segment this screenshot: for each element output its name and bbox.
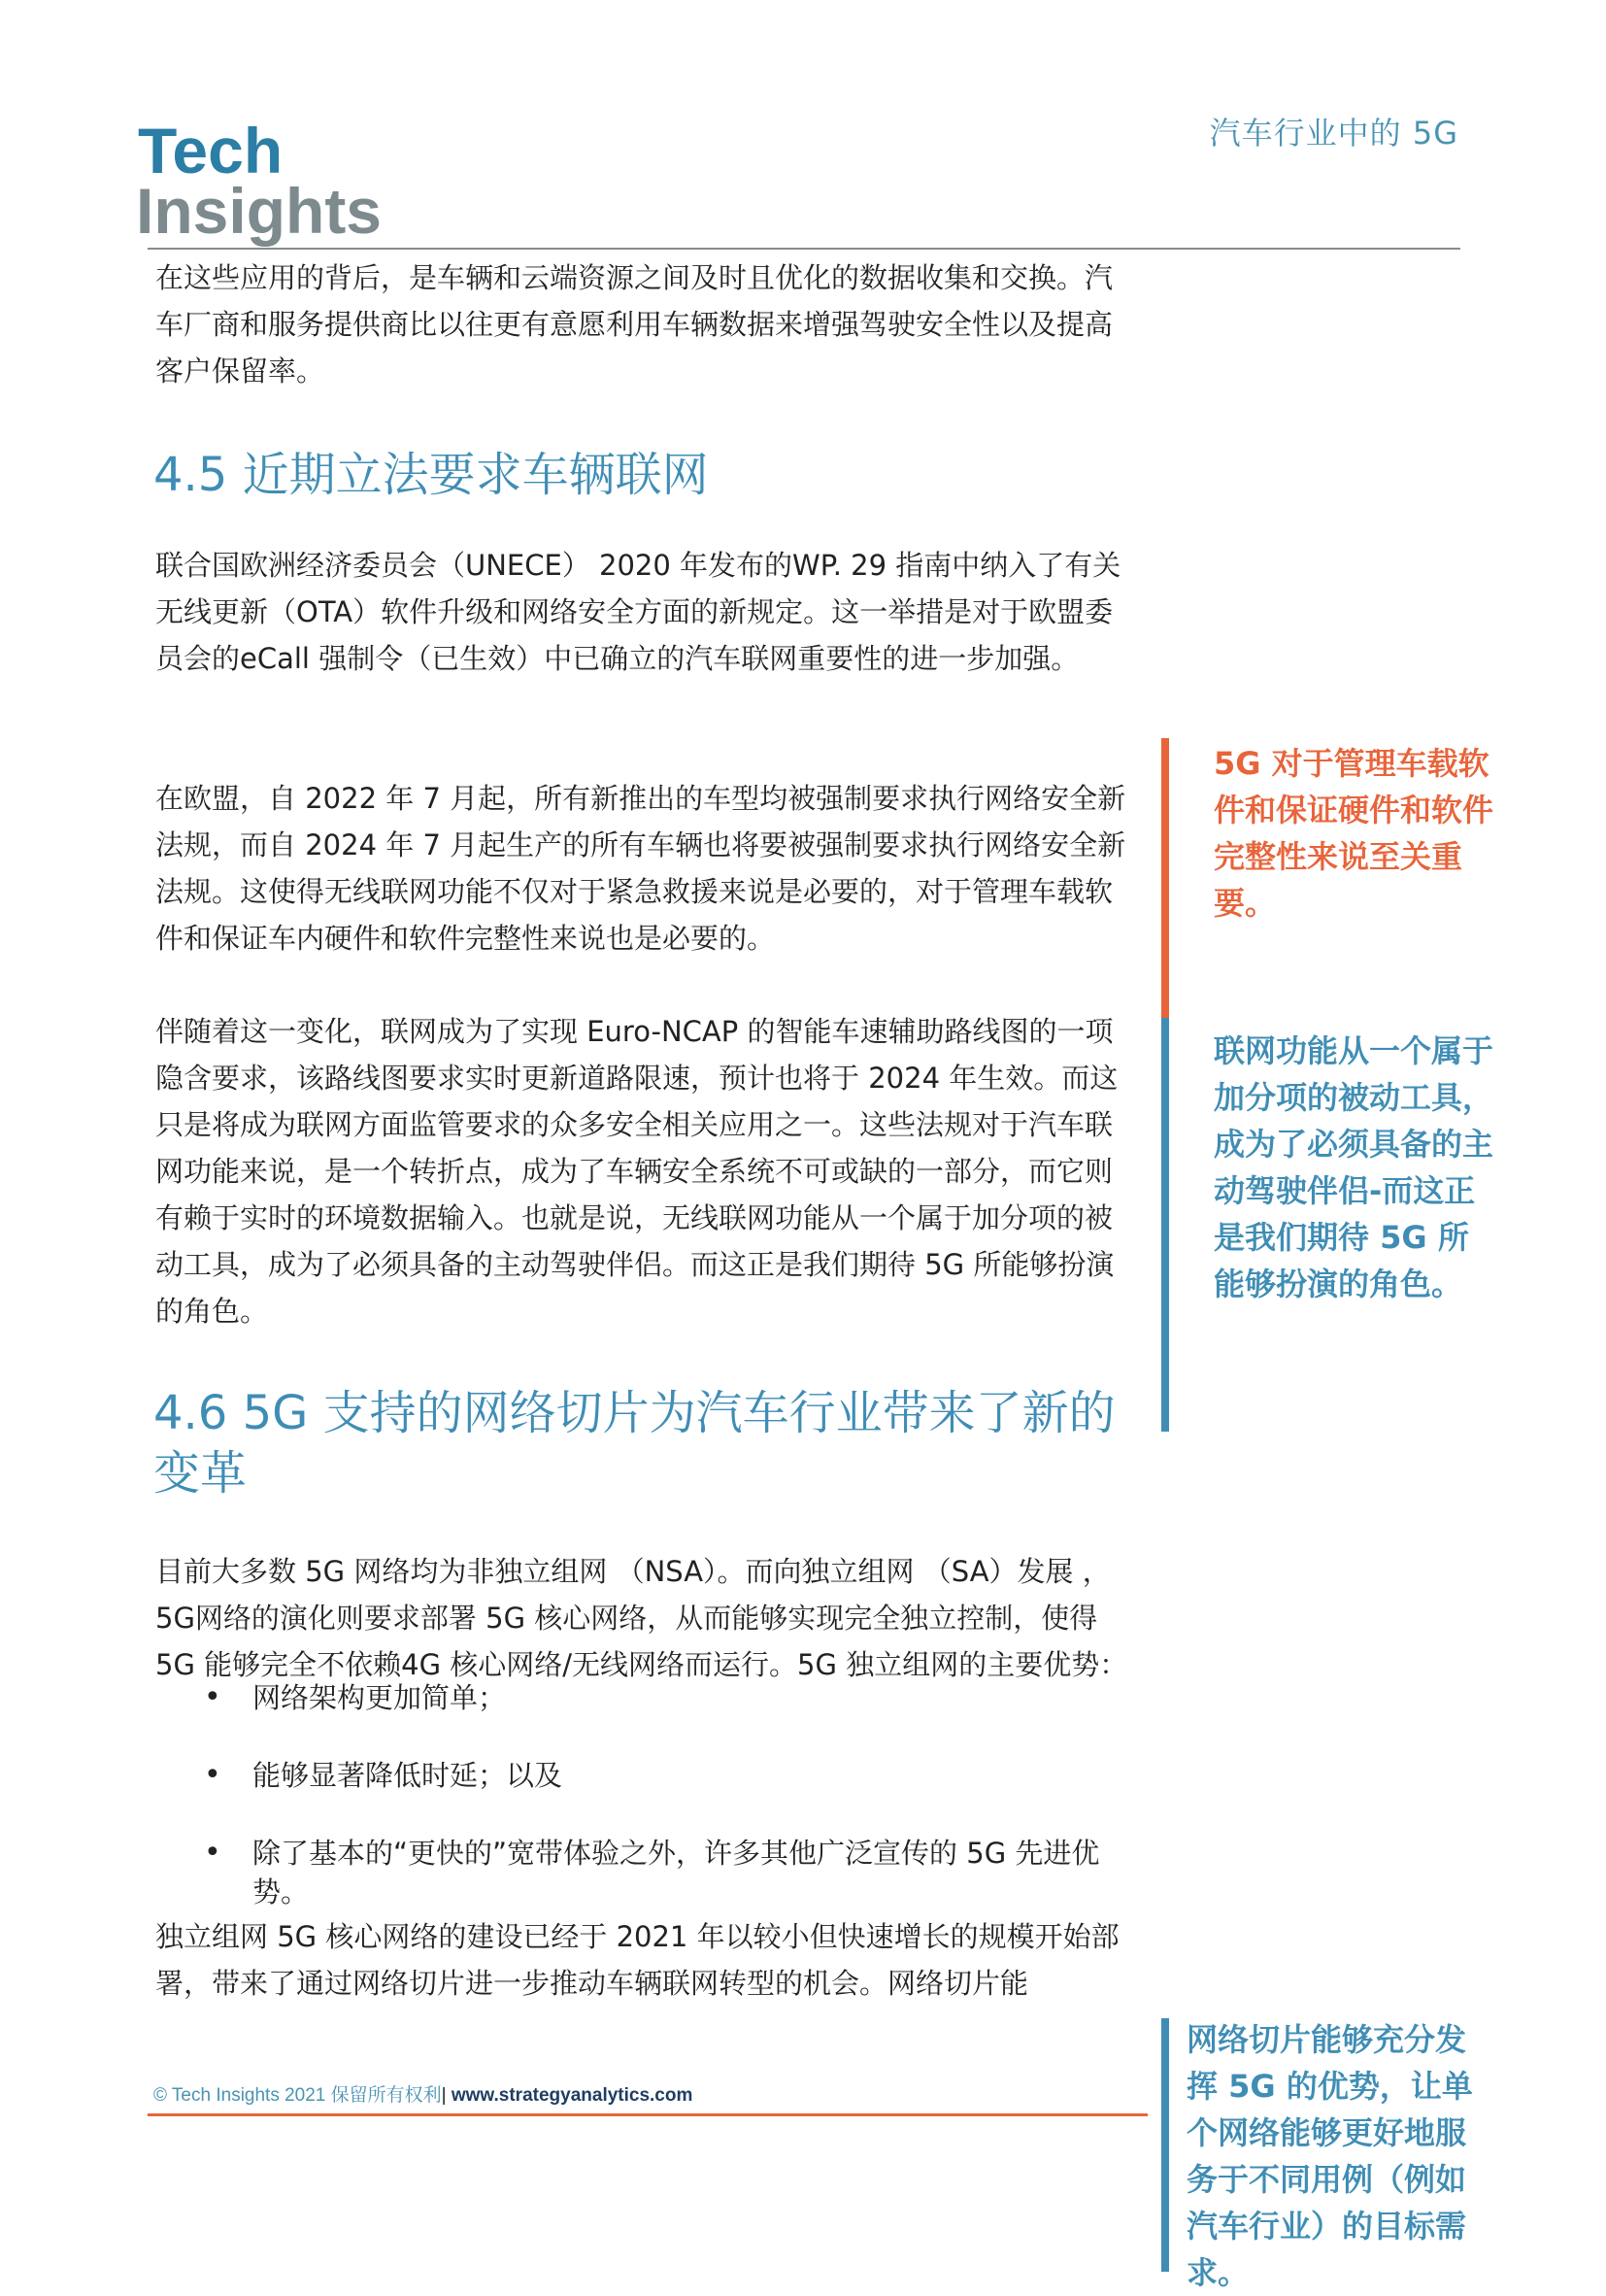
section-4-6-paragraph-1: 目前大多数 5G 网络均为非独立组网 （NSA）。而向独立组网 （SA）发展 ，5G网络的演化则要求部署 5G 核心网络，从而能够实现完全独立控制，使得 5G 能够完全不依赖4G 核心网络/无线网络而运行。5G 独立组网的主要优势： — [155, 1555, 1128, 1681]
list-item: • 能够显著降低时延；以及 — [155, 1756, 1126, 1795]
list-item: • 网络架构更加简单； — [155, 1678, 1126, 1717]
section-4-6-paragraph-2: 独立组网 5G 核心网络的建设已经于 2021 年以较小但快速增长的规模开始部署，带来了通过网络切片进一步推动车辆联网转型的机会。网络切片能 — [155, 1920, 1120, 2000]
header-title: 汽车行业中的 5G — [1209, 115, 1458, 152]
list-item: • 除了基本的“更快的”宽带体验之外，许多其他广泛宣传的 5G 先进优势。 — [155, 1834, 1126, 1911]
footer — [153, 2080, 692, 2107]
callout-software-integrity: 5G 对于管理车载软件和保证硬件和软件完整性来说至关重要。 — [1214, 745, 1494, 922]
section-heading-4-5: 4.5 近期立法要求车辆联网 — [153, 448, 709, 502]
section-4-5-paragraph-3: 伴随着这一变化，联网成为了实现 Euro-NCAP 的智能车速辅助路线图的一项隐含要求，该路线图要求实时更新道路限速，预计也将于 2024 年生效。而这只是将成为联网方面监管要求的众多安全相关应用之一。这些法规对于汽车联网功能来说，是一个转折点，成为了车辆安全系统不可或缺的一部分，而它则有赖于实时的环境数据输入。也就是说，无线联网功能从一个属于加分项的被动工具，成为了必须具备的主动驾驶伴侣。而这正是我们期待 5G 所能够扮演的角色。 — [155, 1015, 1119, 1328]
intro-paragraph: 在这些应用的背后，是车辆和云端资源之间及时且优化的数据收集和交换。汽车厂商和服务提供商比以往更有意愿利用车辆数据来增强驾驶安全性以及提高客户保留率。 — [155, 261, 1114, 388]
callout-bar-blue-2 — [1161, 2018, 1169, 2272]
footer-divider — [148, 2113, 1148, 2116]
section-4-5-paragraph-2: 在欧盟，自 2022 年 7 月起，所有新推出的车型均被强制要求执行网络安全新法规，而自 2024 年 7 月起生产的所有车辆也将要被强制要求执行网络安全新法规。这使得无线联网功能不仅对于紧急救援来说是必要的，对于管理车载软件和保证车内硬件和软件完整性来说也是必要的。 — [155, 782, 1126, 955]
callout-driving-companion: 联网功能从一个属于加分项的被动工具，成为了必须具备的主动驾驶伴侣-而这正是我们期待 5G 所能够扮演的角色。 — [1214, 1032, 1494, 1302]
section-heading-4-6: 4.6 5G 支持的网络切片为汽车行业带来了新的变革 — [153, 1386, 1116, 1501]
footer-separator: | — [441, 2085, 447, 2106]
callout-bar-blue — [1161, 1018, 1169, 1432]
logo-line2: Insights — [136, 175, 383, 247]
advantages-list — [155, 1678, 1126, 1911]
section-4-5-paragraph-1: 联合国欧洲经济委员会（UNECE） 2020 年发布的WP. 29 指南中纳入了有关无线更新（OTA）软件升级和网络安全方面的新规定。这一举措是对于欧盟委员会的eCall 强制令（已生效）中已确立的汽车联网重要性的进一步加强。 — [155, 549, 1121, 675]
footer-copyright: © Tech Insights 2021 保留所有权利 — [153, 2085, 442, 2106]
callout-bar-orange — [1161, 738, 1169, 1018]
callout-network-slicing: 网络切片能够充分发挥 5G 的优势，让单个网络能够更好地服务于不同用例（例如汽车行业）的目标需求。 — [1187, 2021, 1473, 2291]
logo-line1: Tech — [138, 117, 284, 186]
header-divider — [148, 248, 1460, 250]
tech-insights-logo — [136, 117, 427, 253]
footer-url-link[interactable]: www.strategyanalytics.com — [451, 2085, 693, 2106]
